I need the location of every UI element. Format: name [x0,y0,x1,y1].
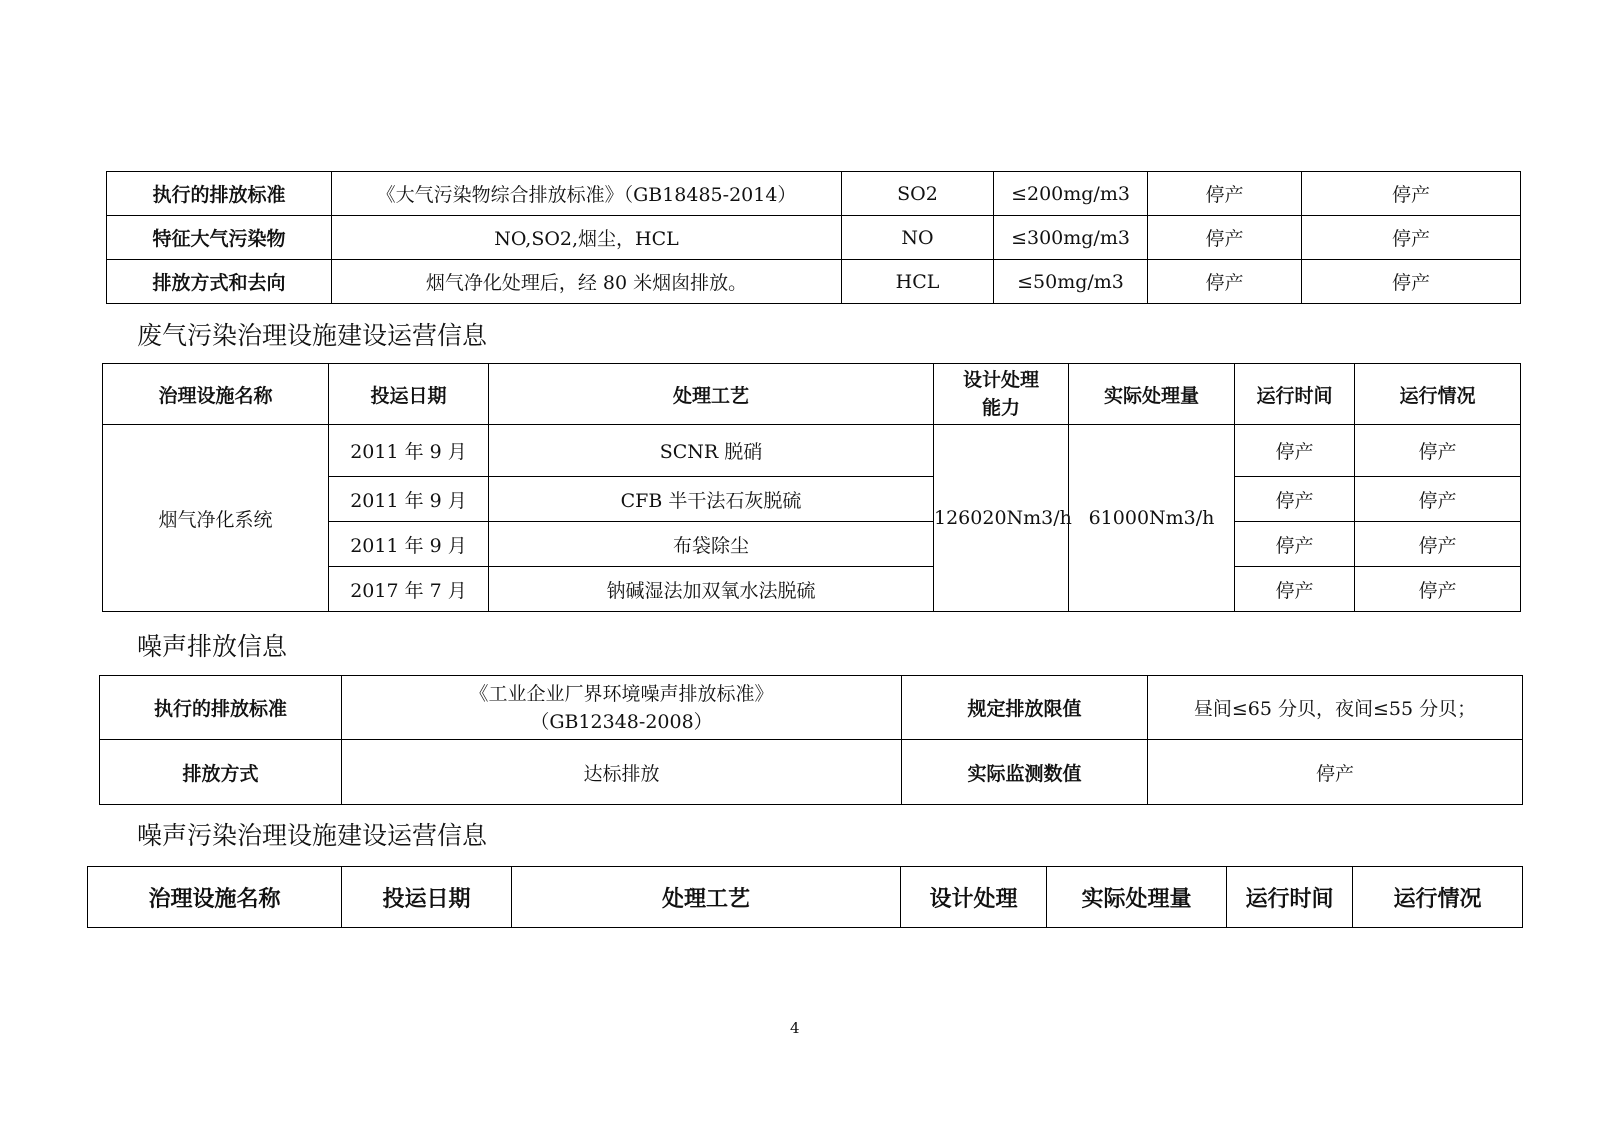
pollutant: SO2 [842,172,994,216]
process: 钠碱湿法加双氧水法脱硫 [489,567,934,612]
noise-standard-line1: 《工业企业厂界环境噪声排放标准》 [469,682,774,705]
row-label: 执行的排放标准 [100,676,342,740]
pollutant-list: NO,SO2,烟尘，HCL [332,216,842,260]
header-name: 治理设施名称 [88,867,342,928]
row-label: 特征大气污染物 [107,216,332,260]
header-runtime: 运行时间 [1235,364,1355,425]
commission-date: 2017 年 7 月 [329,567,489,612]
header-design-capacity [934,364,1069,425]
commission-date: 2011 年 9 月 [329,425,489,477]
table-row [100,740,1523,805]
header-status: 运行情况 [1355,364,1521,425]
process: SCNR 脱硝 [489,425,934,477]
header-process: 处理工艺 [512,867,901,928]
runtime: 停产 [1235,522,1355,567]
header-actual: 实际处理量 [1069,364,1235,425]
row-label: 执行的排放标准 [107,172,332,216]
status: 停产 [1355,477,1521,522]
air-emission-standard-table [106,171,1521,304]
actual-amount: 61000Nm3/h [1069,425,1235,612]
status: 停产 [1355,522,1521,567]
process: CFB 半干法石灰脱硫 [489,477,934,522]
status: 停产 [1355,425,1521,477]
process: 布袋除尘 [489,522,934,567]
page-number: 4 [790,1019,800,1037]
noise-emission-table [99,675,1523,805]
status-value: 停产 [1302,216,1521,260]
discharge-method: 烟气净化处理后，经 80 米烟囱排放。 [332,260,842,304]
pollutant: NO [842,216,994,260]
header-date: 投运日期 [329,364,489,425]
table-row [103,425,1521,477]
header-process: 处理工艺 [489,364,934,425]
noise-standard-line2: （GB12348-2008） [530,710,713,733]
header-actual: 实际处理量 [1047,867,1227,928]
standard-text: 《大气污染物综合排放标准》（GB18485-2014） [332,172,842,216]
limit-value: ≤50mg/m3 [994,260,1148,304]
table-row [100,676,1523,740]
header-runtime: 运行时间 [1227,867,1353,928]
header-design-line1: 设计处理 [962,369,1039,391]
header-design: 设计处理 [901,867,1047,928]
table-row [107,172,1521,216]
table-row [107,260,1521,304]
design-capacity: 126020Nm3/h [934,425,1069,612]
status: 停产 [1355,567,1521,612]
section-title-noise: 噪声排放信息 [137,632,288,661]
runtime: 停产 [1235,425,1355,477]
runtime: 停产 [1235,477,1355,522]
limit-value: 昼间≤65 分贝，夜间≤55 分贝； [1148,676,1523,740]
discharge-method: 达标排放 [342,740,902,805]
facility-name: 烟气净化系统 [103,425,329,612]
monitor-value: 停产 [1148,740,1523,805]
header-design-line2: 能力 [981,397,1020,419]
monitor-label: 实际监测数值 [902,740,1148,805]
status-value: 停产 [1302,172,1521,216]
table-header-row [103,364,1521,425]
row-label: 排放方式 [100,740,342,805]
table-header-row [88,867,1523,928]
limit-value: ≤300mg/m3 [994,216,1148,260]
status-value: 停产 [1148,260,1302,304]
status-value: 停产 [1148,172,1302,216]
section-title-gas-facility: 废气污染治理设施建设运营信息 [137,321,488,350]
limit-value: ≤200mg/m3 [994,172,1148,216]
gas-facility-table [102,363,1521,612]
section-title-noise-facility: 噪声污染治理设施建设运营信息 [137,821,488,850]
limit-label: 规定排放限值 [902,676,1148,740]
commission-date: 2011 年 9 月 [329,522,489,567]
header-status: 运行情况 [1353,867,1523,928]
noise-standard [342,676,902,740]
header-name: 治理设施名称 [103,364,329,425]
row-label: 排放方式和去向 [107,260,332,304]
commission-date: 2011 年 9 月 [329,477,489,522]
header-date: 投运日期 [342,867,512,928]
status-value: 停产 [1148,216,1302,260]
noise-facility-table [87,866,1523,928]
pollutant: HCL [842,260,994,304]
table-row [107,216,1521,260]
status-value: 停产 [1302,260,1521,304]
runtime: 停产 [1235,567,1355,612]
